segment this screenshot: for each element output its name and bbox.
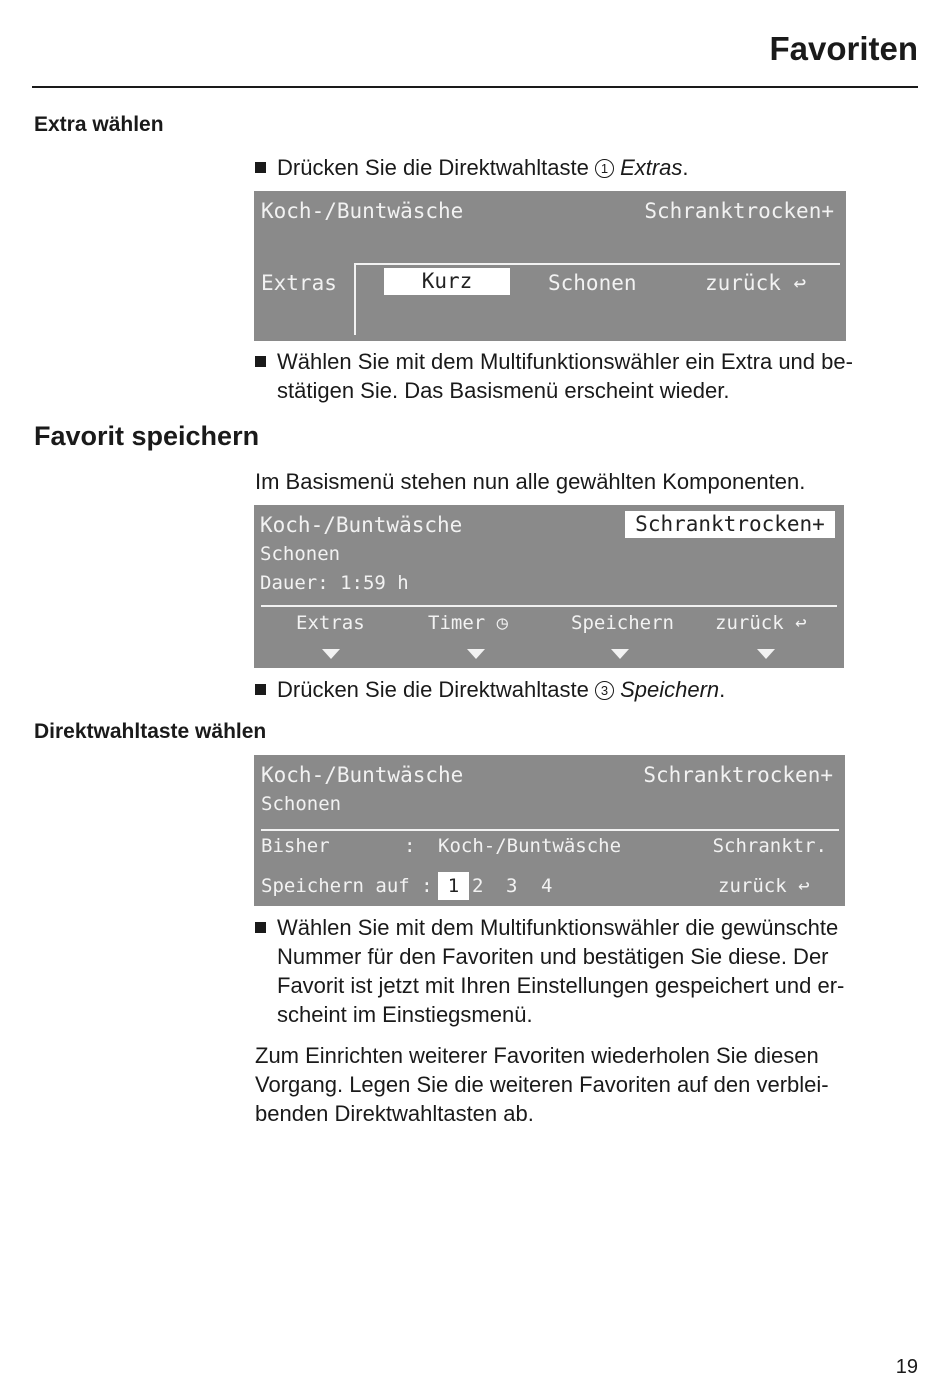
note-paragraph <box>255 1041 905 1128</box>
display-extra: Schonen <box>260 543 341 565</box>
step-choose-extra <box>255 347 853 405</box>
display-extras <box>254 191 846 341</box>
slot-2[interactable]: 2 <box>472 875 484 897</box>
softkey-speichern[interactable]: Speichern <box>571 612 674 634</box>
step-line: Favorit ist jetzt mit Ihren Einstellungen gespeichert und er- <box>277 973 845 998</box>
option-schonen[interactable]: Schonen <box>548 271 637 295</box>
colon: : <box>404 835 416 857</box>
step-period: . <box>719 677 726 702</box>
square-bullet-icon <box>255 684 266 695</box>
step-line: scheint im Einstiegsmenü. <box>277 1002 533 1027</box>
intro-text: Im Basismenü stehen nun alle gewählten Komponenten. <box>255 469 806 494</box>
heading-extra: Extra wählen <box>34 113 164 136</box>
display-mode: Schranktrocken+ <box>644 199 834 223</box>
label-save-on: Speichern auf : <box>261 875 433 897</box>
softkey-timer[interactable]: Timer ◷ <box>428 612 509 634</box>
display-extra: Schonen <box>261 793 342 815</box>
display-mode: Schranktrocken+ <box>625 511 835 538</box>
note-line: Vorgang. Legen Sie die weiteren Favoriten auf den verblei- <box>255 1072 829 1097</box>
softkey-back[interactable]: zurück ↩ <box>715 612 807 634</box>
display-divider <box>354 263 840 265</box>
heading-favorite: Favorit speichern <box>34 421 260 451</box>
step-line: Wählen Sie mit dem Multifunktionswähler die gewünschte <box>277 915 839 940</box>
display-mode: Schranktrocken+ <box>643 763 833 787</box>
step-emphasis: Extras <box>620 155 683 180</box>
display-program: Koch-/Buntwäsche <box>260 513 463 537</box>
display-program: Koch-/Buntwäsche <box>261 199 464 223</box>
step-emphasis: Speichern <box>620 677 720 702</box>
square-bullet-icon <box>255 162 266 173</box>
previous-mode: Schranktr. <box>712 835 827 857</box>
display-duration: Dauer: 1:59 h <box>260 572 409 594</box>
slot-4[interactable]: 4 <box>541 875 553 897</box>
back-softkey[interactable]: zurück ↩ <box>718 875 810 897</box>
slot-3[interactable]: 3 <box>506 875 518 897</box>
step-period: . <box>682 155 689 180</box>
page-number: 19 <box>895 1356 918 1378</box>
note-line: Zum Einrichten weiterer Favoriten wiederholen Sie diesen <box>255 1043 819 1068</box>
display-label-extras: Extras <box>261 271 337 295</box>
step-press-save <box>255 675 725 704</box>
square-bullet-icon <box>255 356 266 367</box>
step-press-extras <box>255 153 689 182</box>
step-line: Wählen Sie mit dem Multifunktionswähler ein Extra und be- <box>277 349 853 374</box>
step-line: stätigen Sie. Das Basismenü erscheint wieder. <box>277 378 730 403</box>
step-text: Drücken Sie die Direktwahltaste <box>277 677 589 702</box>
option-kurz[interactable]: Kurz <box>384 268 510 295</box>
display-divider <box>261 605 837 607</box>
note-line: benden Direktwahltasten ab. <box>255 1101 534 1126</box>
previous-program: Koch-/Buntwäsche <box>438 835 622 857</box>
softkey-extras[interactable]: Extras <box>296 612 365 634</box>
label-previous: Bisher <box>261 835 330 857</box>
down-triangle-icon <box>322 649 340 659</box>
square-bullet-icon <box>255 922 266 933</box>
title-rule <box>32 86 918 88</box>
display-basemenu <box>254 505 844 668</box>
back-softkey[interactable]: zurück ↩ <box>705 271 807 295</box>
display-vdivider <box>354 263 356 335</box>
step-line: Nummer für den Favoriten und bestätigen Sie diese. Der <box>277 944 829 969</box>
step-text: Drücken Sie die Direktwahltaste <box>277 155 589 180</box>
down-triangle-icon <box>757 649 775 659</box>
display-divider <box>261 829 839 831</box>
display-program: Koch-/Buntwäsche <box>261 763 464 787</box>
heading-direct: Direktwahltaste wählen <box>34 720 267 743</box>
slot-1[interactable]: 1 <box>438 872 469 900</box>
down-triangle-icon <box>611 649 629 659</box>
circled-number-icon: 1 <box>595 159 614 178</box>
circled-number-icon: 3 <box>595 681 614 700</box>
page-title: Favoriten <box>769 30 918 67</box>
down-triangle-icon <box>467 649 485 659</box>
step-choose-number <box>255 913 844 1029</box>
display-save-slot <box>254 755 845 906</box>
